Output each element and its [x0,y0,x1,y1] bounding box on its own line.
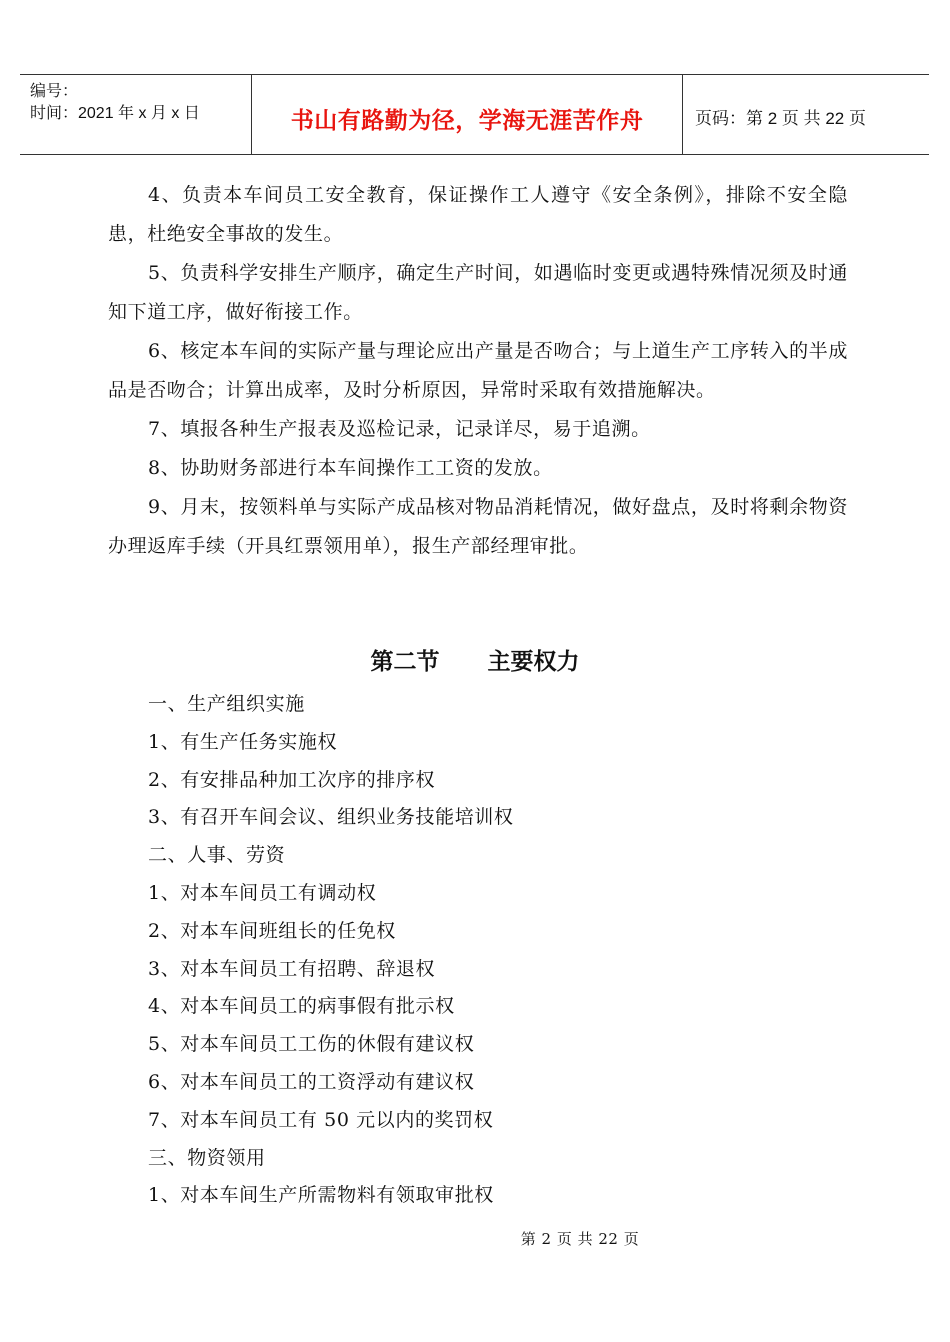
responsibilities-body [108,176,848,566]
paragraph: 6、核定本车间的实际产量与理论应出产量是否吻合；与上道生产工序转入的半成品是否吻合；计算出成率，及时分析原因，异常时采取有效措施解决。 [108,340,848,401]
section-heading [0,644,950,680]
list-item: 1、有生产任务实施权 [148,730,338,753]
section-number: 第二节 [370,649,440,675]
list-item: 一、生产组织实施 [148,693,305,715]
list-item: 1、对本车间员工有调动权 [148,881,377,904]
list-item: 4、对本车间员工的病事假有批示权 [148,995,455,1018]
paragraph: 5、负责科学安排生产顺序，确定生产时间，如遇临时变更或遇特殊情况须及时通知下道工序，做好衔接工作。 [108,262,848,323]
list-item: 3、有召开车间会议、组织业务技能培训权 [148,806,514,829]
motto-text: 书山有路勤为径，学海无涯苦作舟 [290,108,644,134]
document-header [20,74,929,155]
list-item: 2、有安排品种加工次序的排序权 [148,768,436,791]
list-item: 1、对本车间生产所需物料有领取审批权 [148,1184,494,1207]
footer-page-number: 第 2 页 共 22 页 [520,1230,640,1248]
section-title-text: 主要权力 [487,649,580,675]
motto-cell [252,75,683,154]
paragraph: 7、填报各种生产报表及巡检记录，记录详尽，易于追溯。 [148,418,651,440]
paragraph: 4、负责本车间员工安全教育，保证操作工人遵守《安全条例》，排除不安全隐患，杜绝安全事故的发生。 [108,184,848,245]
paragraph: 9、月末，按领料单与实际产成品核对物品消耗情况，做好盘点，及时将剩余物资办理返库手续（开具红票领用单），报生产部经理审批。 [108,496,848,557]
list-item: 3、对本车间员工有招聘、辞退权 [148,957,436,980]
list-item: 6、对本车间员工的工资浮动有建议权 [148,1070,475,1093]
list-item: 三、物资领用 [148,1146,266,1169]
page-code-cell [683,75,929,154]
powers-list [148,686,514,1215]
time-label: 时间：2021 年 x 月 x 日 [30,105,200,122]
list-item: 7、对本车间员工有 50 元以内的奖罚权 [148,1108,494,1131]
header-meta-cell [20,75,252,154]
paragraph: 8、协助财务部进行本车间操作工工资的发放。 [148,457,553,479]
number-label: 编号： [30,83,79,100]
list-item: 二、人事、劳资 [148,844,286,867]
list-item: 5、对本车间员工工伤的休假有建议权 [148,1033,475,1056]
list-item: 2、对本车间班组长的任免权 [148,919,396,942]
page-code-text: 页码：第 2 页 共 22 页 [695,109,866,128]
page-footer [0,1228,950,1249]
